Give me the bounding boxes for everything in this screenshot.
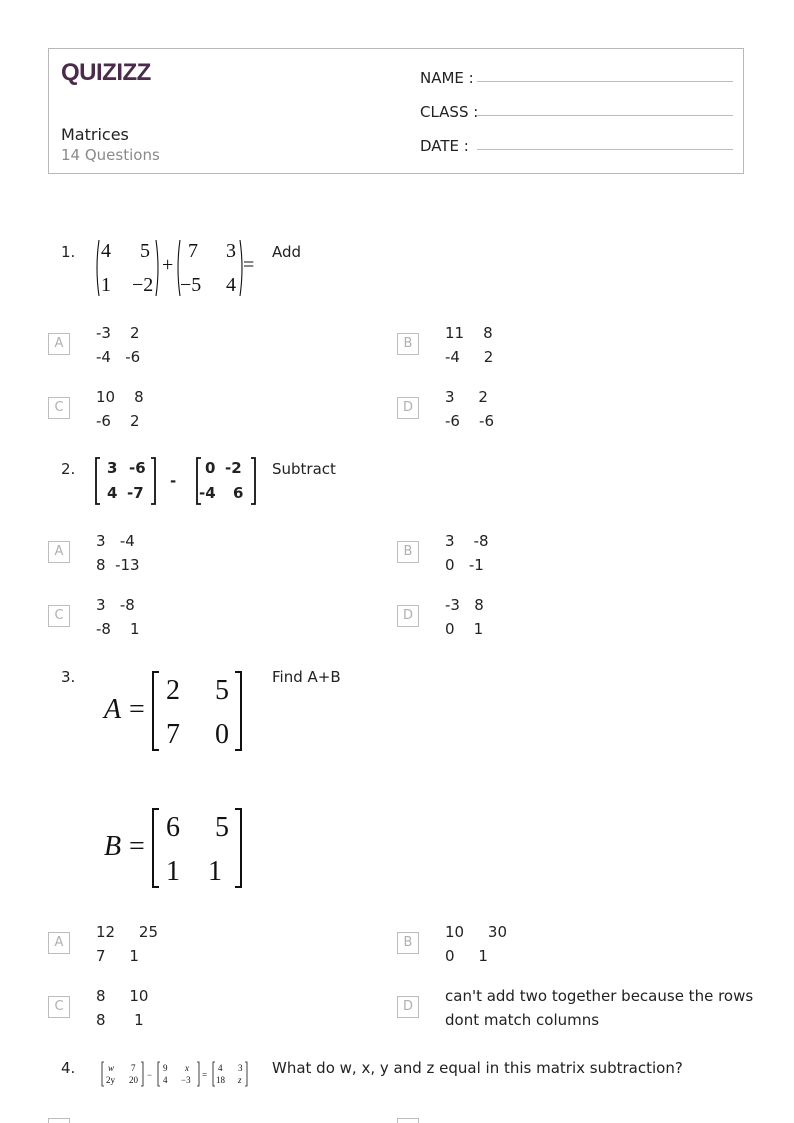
q1-matrix-image — [92, 236, 262, 300]
paren-right — [240, 240, 242, 296]
worksheet-title: Matrices — [61, 125, 129, 144]
matrix-cell: 2 — [166, 675, 180, 706]
q2-matrix-image — [93, 455, 261, 507]
question-count: 14 Questions — [61, 146, 160, 164]
date-field[interactable] — [420, 137, 469, 155]
matrix-cell: 7 — [166, 719, 180, 750]
option-d-line2: 0 1 — [445, 620, 484, 638]
quizizz-logo — [61, 57, 153, 91]
matrix-cell: 20 — [129, 1075, 138, 1085]
option-d-line2: -6 -6 — [445, 412, 494, 430]
option-c-box[interactable]: C — [48, 996, 70, 1018]
option-d-box[interactable]: D — [397, 605, 419, 627]
option-b-box[interactable]: B — [397, 541, 419, 563]
matrix-cell: 5 — [215, 812, 229, 843]
paren-right — [156, 240, 158, 296]
minus-sign: − — [147, 1070, 153, 1080]
option-b-line1: 11 8 — [445, 324, 493, 342]
matrix-cell: 0 — [205, 459, 216, 477]
equals-sign: = — [129, 831, 145, 862]
question-text: Add — [272, 243, 302, 261]
question-text: What do w, x, y and z equal in this matrix subtraction? — [272, 1059, 683, 1077]
matrix-cell: 4 — [226, 274, 236, 296]
question-number: 3. — [61, 668, 76, 686]
matrix-cell: 6 — [233, 484, 244, 502]
option-a-line2: 8 -13 — [96, 556, 140, 574]
matrix-cell: 4 — [101, 240, 111, 262]
matrix-cell: −2 — [132, 274, 154, 296]
option-d-line2: dont match columns — [445, 1011, 600, 1029]
minus-sign: - — [170, 472, 177, 490]
option-a-box[interactable]: A — [48, 932, 70, 954]
paren-left — [97, 240, 99, 296]
option-c-box[interactable]: C — [48, 397, 70, 419]
bracket-right — [235, 672, 241, 750]
bracket-right — [151, 458, 155, 504]
date-line[interactable] — [477, 149, 733, 150]
q4-matrix-image — [100, 1060, 252, 1088]
option-c-box[interactable]: C — [48, 605, 70, 627]
option-a-line2: -4 -6 — [96, 348, 141, 366]
option-b-line2: 0 1 — [445, 947, 488, 965]
name-field[interactable] — [420, 69, 474, 87]
question-number: 2. — [61, 460, 76, 478]
matrix-cell: -7 — [127, 484, 144, 502]
matrix-cell: 5 — [140, 240, 150, 262]
equals-sign: = — [129, 694, 145, 725]
option-d-line1: can't add two together because the rows — [445, 987, 754, 1005]
option-c-line2: -8 1 — [96, 620, 140, 638]
matrix-cell: 3 — [238, 1063, 243, 1073]
option-b-box[interactable] — [397, 1118, 419, 1123]
option-b-box[interactable]: B — [397, 333, 419, 355]
matrix-cell: 5 — [215, 675, 229, 706]
matrix-cell: −5 — [180, 274, 202, 296]
option-c-line2: -6 2 — [96, 412, 140, 430]
option-a-box[interactable] — [48, 1118, 70, 1123]
matrix-cell: 2y — [106, 1075, 115, 1085]
option-c-line2: 8 1 — [96, 1011, 144, 1029]
matrix-cell: x — [185, 1063, 189, 1073]
name-line[interactable] — [477, 81, 733, 82]
bracket-left — [213, 1062, 215, 1086]
option-a-line1: 3 -4 — [96, 532, 135, 550]
matrix-cell: 18 — [216, 1075, 225, 1085]
option-a-box[interactable]: A — [48, 333, 70, 355]
bracket-right — [245, 1062, 247, 1086]
question-number: 1. — [61, 243, 76, 261]
bracket-left — [96, 458, 100, 504]
bracket-right — [235, 809, 241, 887]
bracket-right — [251, 458, 255, 504]
bracket-left — [158, 1062, 160, 1086]
matrix-cell: w — [108, 1063, 115, 1073]
matrix-cell: z — [238, 1075, 242, 1085]
option-b-line1: 10 30 — [445, 923, 508, 941]
worksheet-header — [48, 48, 744, 174]
matrix-cell: 1 — [166, 856, 180, 887]
option-a-line1: 12 25 — [96, 923, 159, 941]
matrix-cell: 7 — [131, 1063, 136, 1073]
option-b-line1: 3 -8 — [445, 532, 489, 550]
bracket-left — [153, 809, 159, 887]
option-d-line1: -3 8 — [445, 596, 484, 614]
class-line[interactable] — [477, 115, 733, 116]
question-text: Find A+B — [272, 668, 341, 686]
bracket-right — [141, 1062, 143, 1086]
name-label: NAME : — [420, 69, 474, 87]
option-c-line1: 8 10 — [96, 987, 149, 1005]
q3-matrix-a-image — [100, 668, 250, 756]
class-field[interactable] — [420, 103, 478, 121]
matrix-cell: 3 — [226, 240, 236, 262]
matrix-cell: 9 — [163, 1063, 168, 1073]
matrix-cell: 0 — [215, 719, 229, 750]
question-text: Subtract — [272, 460, 336, 478]
option-a-line2: 7 1 — [96, 947, 139, 965]
matrix-cell: 6 — [166, 812, 180, 843]
bracket-left — [102, 1062, 104, 1086]
bracket-left — [153, 672, 159, 750]
option-b-line2: -4 2 — [445, 348, 494, 366]
matrix-name: B — [104, 831, 122, 862]
matrix-cell: 4 — [218, 1063, 223, 1073]
option-d-box[interactable]: D — [397, 996, 419, 1018]
matrix-cell: 1 — [208, 856, 222, 887]
matrix-cell: 4 — [163, 1075, 168, 1085]
equals-sign: = — [202, 1070, 208, 1080]
matrix-name: A — [104, 694, 122, 725]
svg-text:QUIZIZZ: QUIZIZZ — [61, 59, 151, 86]
date-label: DATE : — [420, 137, 469, 155]
option-a-line1: -3 2 — [96, 324, 140, 342]
matrix-cell: -6 — [129, 459, 146, 477]
option-c-line1: 10 8 — [96, 388, 144, 406]
matrix-cell: 4 — [107, 484, 118, 502]
option-d-line1: 3 2 — [445, 388, 488, 406]
option-d-box[interactable]: D — [397, 397, 419, 419]
option-c-line1: 3 -8 — [96, 596, 135, 614]
question-number: 4. — [61, 1059, 76, 1077]
plus-sign: + — [162, 254, 174, 276]
matrix-cell: 1 — [101, 274, 111, 296]
matrix-cell: -4 — [199, 484, 216, 502]
class-label: CLASS : — [420, 103, 479, 121]
equals-sign: = — [243, 254, 255, 276]
matrix-cell: 7 — [188, 240, 198, 262]
option-a-box[interactable]: A — [48, 541, 70, 563]
matrix-cell: -2 — [225, 459, 242, 477]
matrix-cell: −3 — [181, 1075, 191, 1085]
bracket-right — [197, 1062, 199, 1086]
option-b-line2: 0 -1 — [445, 556, 484, 574]
matrix-cell: 3 — [107, 459, 118, 477]
q3-matrix-b-image — [100, 805, 250, 893]
option-b-box[interactable]: B — [397, 932, 419, 954]
